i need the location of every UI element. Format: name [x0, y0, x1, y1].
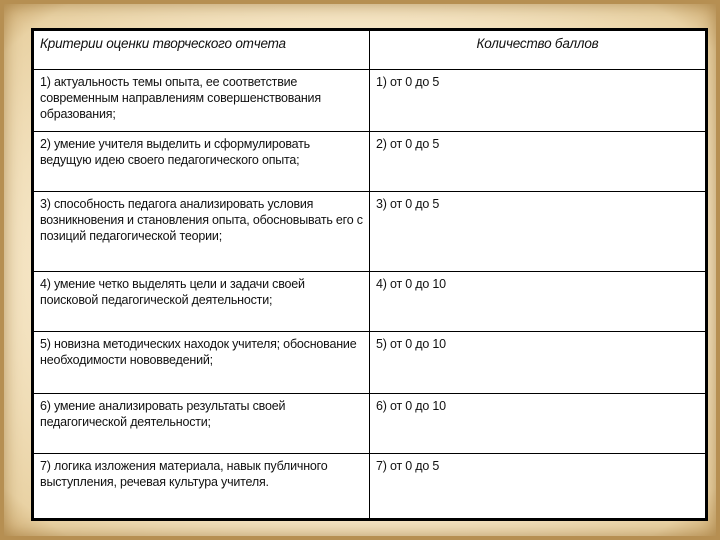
table-row: [33, 192, 707, 272]
table-row: [33, 332, 707, 394]
score-cell: 1) от 0 до 5: [370, 70, 707, 132]
score-cell: 4) от 0 до 10: [370, 272, 707, 332]
table-row: [33, 70, 707, 132]
criterion-cell: 6) умение анализировать результаты своей педагогической деятельности;: [33, 394, 370, 454]
criterion-cell: 5) новизна методических находок учителя; обоснование необходимости нововведений;: [33, 332, 370, 394]
table-row: [33, 132, 707, 192]
score-cell: 2) от 0 до 5: [370, 132, 707, 192]
score-cell: 7) от 0 до 5: [370, 454, 707, 520]
criterion-cell: 4) умение четко выделять цели и задачи своей поисковой педагогической деятельности;: [33, 272, 370, 332]
table-row: [33, 454, 707, 520]
header-criteria: Критерии оценки творческого отчета: [33, 30, 370, 70]
table-row: [33, 394, 707, 454]
criterion-cell: 2) умение учителя выделить и сформулировать ведущую идею своего педагогического опыта;: [33, 132, 370, 192]
table-row: [33, 272, 707, 332]
criterion-cell: 1) актуальность темы опыта, ее соответствие современным направлениям совершенствования образования;: [33, 70, 370, 132]
criterion-cell: 7) логика изложения материала, навык публичного выступления, речевая культура учителя.: [33, 454, 370, 520]
score-cell: 5) от 0 до 10: [370, 332, 707, 394]
score-cell: 3) от 0 до 5: [370, 192, 707, 272]
header-score: Количество баллов: [370, 30, 707, 70]
criteria-table: [31, 28, 708, 521]
criterion-cell: 3) способность педагога анализировать условия возникновения и становления опыта, обосновывать его с позиций педагогической теории;: [33, 192, 370, 272]
header-row: [33, 30, 707, 70]
score-cell: 6) от 0 до 10: [370, 394, 707, 454]
